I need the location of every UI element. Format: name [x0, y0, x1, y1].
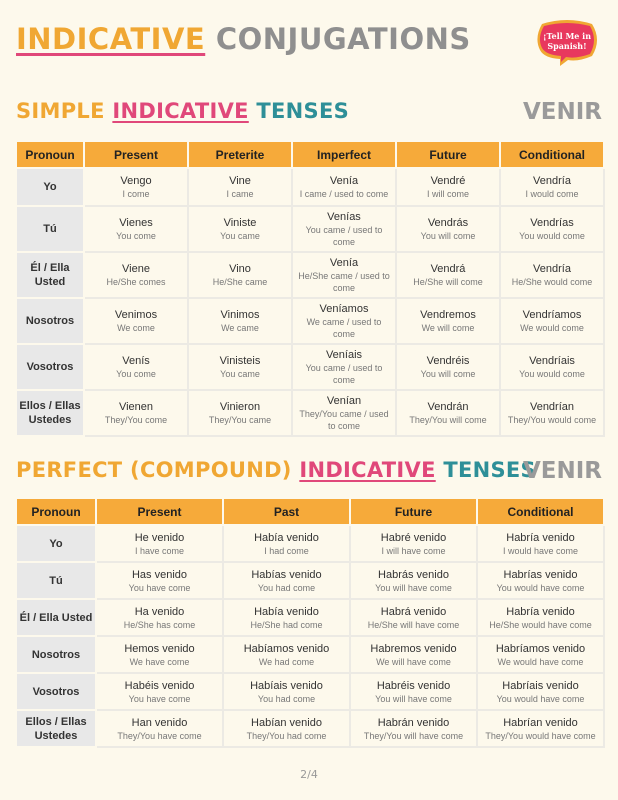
spanish-form: Habríais venido [502, 679, 579, 692]
english-translation: You came / used to come [305, 225, 383, 247]
conjugation-cell [500, 168, 604, 206]
spanish-form: Veníamos [319, 303, 369, 315]
conjugation-cell [96, 673, 223, 710]
table-row [16, 252, 604, 298]
spanish-form: Habría venido [506, 531, 575, 544]
english-translation: You would have come [496, 693, 585, 704]
pronoun-cell: Él / Ella Usted [16, 599, 96, 636]
english-translation: He/She would have come [489, 619, 592, 630]
spanish-form: Venía [329, 175, 359, 187]
conjugation-cell [292, 390, 396, 436]
conjugation-cell [477, 636, 604, 673]
perfect-heading-part2: INDICATIVE [299, 458, 436, 482]
english-translation: He/She will come [413, 277, 483, 287]
brand-logo [534, 20, 600, 66]
conjugation-cell [223, 636, 350, 673]
spanish-form: Habré venido [380, 531, 447, 544]
english-translation: They/You came / used to come [299, 409, 389, 431]
english-translation: You have come [128, 582, 191, 593]
english-translation: You will have come [375, 693, 452, 704]
english-translation: You had come [257, 582, 316, 593]
spanish-form: Habrían venido [503, 716, 578, 729]
spanish-form: Vendré [430, 175, 466, 187]
simple-verb-label: VENIR [522, 99, 602, 125]
english-translation: You would come [519, 231, 585, 241]
spanish-form: Habríamos venido [495, 642, 586, 655]
english-translation: You had come [257, 693, 316, 704]
english-translation: They/You come [104, 415, 168, 425]
conjugation-cell [84, 168, 188, 206]
conjugation-cell [477, 673, 604, 710]
simple-tenses-table [15, 140, 605, 437]
table-header-row [16, 141, 604, 168]
english-translation: I come [122, 189, 150, 199]
english-translation: We come [117, 323, 155, 333]
spanish-form: Habrá venido [380, 605, 447, 618]
spanish-form: Vendrías [530, 217, 574, 229]
spanish-form: Habíamos venido [243, 642, 330, 655]
simple-tenses-heading [16, 99, 349, 123]
pronoun-cell: Nosotros [16, 636, 96, 673]
conjugation-cell [396, 168, 500, 206]
column-header: Past [223, 498, 350, 525]
english-translation: I have come [134, 545, 185, 556]
english-translation: We will have come [376, 656, 451, 667]
table-header-row [16, 498, 604, 525]
conjugation-cell [396, 390, 500, 436]
perfect-heading-part1: PERFECT (COMPOUND) [16, 458, 300, 482]
english-translation: They/You would have come [485, 730, 596, 741]
simple-heading-part1: SIMPLE [16, 99, 113, 123]
pronoun-cell: Nosotros [16, 298, 84, 344]
english-translation: He/She would come [511, 277, 593, 287]
conjugation-cell [396, 206, 500, 252]
conjugation-cell [350, 636, 477, 673]
spanish-form: Habías venido [251, 568, 322, 581]
column-header: Conditional [477, 498, 604, 525]
english-translation: We have come [129, 656, 190, 667]
page-title-highlight: INDICATIVE [16, 22, 206, 56]
conjugation-cell [292, 168, 396, 206]
spanish-form: Venías [327, 211, 361, 223]
spanish-form: Habrás venido [378, 568, 449, 581]
conjugation-cell [84, 298, 188, 344]
english-translation: I will come [426, 189, 469, 199]
table-row [16, 206, 604, 252]
conjugation-cell [477, 710, 604, 747]
english-translation: He/She comes [106, 277, 166, 287]
conjugation-cell [396, 344, 500, 390]
conjugation-cell [500, 390, 604, 436]
spanish-form: Vendría [533, 175, 571, 187]
english-translation: He/She came / used to come [298, 271, 390, 293]
conjugation-cell [188, 168, 292, 206]
column-header: Pronoun [16, 498, 96, 525]
perfect-heading-part3: TENSES [435, 458, 536, 482]
table-row [16, 390, 604, 436]
conjugation-cell [223, 710, 350, 747]
pronoun-cell: Ellos / Ellas Ustedes [16, 390, 84, 436]
conjugation-cell [477, 562, 604, 599]
english-translation: We will come [421, 323, 475, 333]
english-translation: You came [220, 369, 260, 379]
table-row [16, 562, 604, 599]
column-header: Pronoun [16, 141, 84, 168]
logo-text: ¡Tell Me in Spanish! [542, 31, 592, 51]
spanish-form: Vendrán [427, 401, 469, 413]
conjugation-cell [188, 298, 292, 344]
spanish-form: Han venido [131, 716, 188, 729]
conjugation-cell [350, 710, 477, 747]
table-row [16, 599, 604, 636]
english-translation: We came / used to come [306, 317, 382, 339]
english-translation: I will have come [381, 545, 446, 556]
spanish-form: Ha venido [134, 605, 185, 618]
spanish-form: Habíais venido [250, 679, 323, 692]
spanish-form: Venía [329, 257, 359, 269]
conjugation-cell [292, 206, 396, 252]
simple-heading-part2: INDICATIVE [112, 99, 249, 123]
english-translation: They/You will have come [363, 730, 464, 741]
conjugation-cell [84, 206, 188, 252]
conjugation-cell [223, 525, 350, 562]
english-translation: We would come [520, 323, 584, 333]
english-translation: We would have come [497, 656, 584, 667]
spanish-form: Habían venido [251, 716, 322, 729]
page-number: 2/4 [300, 768, 318, 781]
pronoun-cell: Ellos / Ellas Ustedes [16, 710, 96, 747]
conjugation-cell [350, 599, 477, 636]
simple-heading-part3: TENSES [248, 99, 350, 123]
column-header: Imperfect [292, 141, 396, 168]
english-translation: We had come [258, 656, 315, 667]
conjugation-cell [292, 298, 396, 344]
spanish-form: Has venido [131, 568, 188, 581]
english-translation: You have come [128, 693, 191, 704]
pronoun-cell: Vosotros [16, 344, 84, 390]
conjugation-cell [500, 206, 604, 252]
spanish-form: Vinimos [220, 309, 260, 321]
english-translation: He/She will have come [367, 619, 460, 630]
spanish-form: Habrán venido [377, 716, 450, 729]
conjugation-cell [96, 525, 223, 562]
table-row [16, 344, 604, 390]
spanish-form: Viene [122, 263, 150, 275]
table-row [16, 298, 604, 344]
spanish-form: Había venido [254, 531, 319, 544]
pronoun-cell: Yo [16, 168, 84, 206]
spanish-form: Venimos [114, 309, 158, 321]
spanish-form: Veníais [325, 349, 363, 361]
conjugation-cell [223, 562, 350, 599]
english-translation: You come [116, 369, 156, 379]
spanish-form: Habréis venido [376, 679, 451, 692]
english-translation: We came [221, 323, 259, 333]
spanish-form: Vendremos [420, 309, 476, 321]
column-header: Preterite [188, 141, 292, 168]
conjugation-cell [500, 252, 604, 298]
spanish-form: Vienen [118, 401, 154, 413]
english-translation: I would come [525, 189, 579, 199]
table-row [16, 636, 604, 673]
conjugation-cell [223, 599, 350, 636]
english-translation: I would have come [502, 545, 579, 556]
conjugation-cell [188, 206, 292, 252]
spanish-form: Vendrían [529, 401, 575, 413]
spanish-form: Vendríais [529, 355, 575, 367]
spanish-form: Había venido [254, 605, 319, 618]
table-row [16, 525, 604, 562]
english-translation: They/You had come [246, 730, 327, 741]
english-translation: I had come [264, 545, 309, 556]
page-title [16, 22, 471, 56]
table-row [16, 168, 604, 206]
spanish-form: Vendrá [430, 263, 466, 275]
english-translation: They/You would come [507, 415, 597, 425]
conjugation-cell [477, 525, 604, 562]
conjugation-cell [396, 252, 500, 298]
spanish-form: Venís [122, 355, 150, 367]
conjugation-cell [96, 710, 223, 747]
english-translation: You came / used to come [305, 363, 383, 385]
conjugation-cell [84, 390, 188, 436]
spanish-form: Vinieron [219, 401, 261, 413]
english-translation: I came / used to come [299, 189, 389, 199]
english-translation: He/She came [212, 277, 268, 287]
spanish-form: Vengo [120, 175, 152, 187]
spanish-form: Vendréis [426, 355, 470, 367]
pronoun-cell: Él / Ella Usted [16, 252, 84, 298]
conjugation-cell [223, 673, 350, 710]
perfect-verb-label: VENIR [522, 458, 602, 484]
english-translation: I came [226, 189, 254, 199]
spanish-form: Habría venido [506, 605, 575, 618]
pronoun-cell: Yo [16, 525, 96, 562]
spanish-form: Vinisteis [219, 355, 261, 367]
conjugation-cell [477, 599, 604, 636]
page-title-rest: CONJUGATIONS [205, 22, 471, 56]
spanish-form: Hemos venido [124, 642, 195, 655]
english-translation: They/You have come [117, 730, 202, 741]
conjugation-cell [500, 344, 604, 390]
pronoun-cell: Tú [16, 206, 84, 252]
table-row [16, 710, 604, 747]
conjugation-cell [84, 252, 188, 298]
pronoun-cell: Vosotros [16, 673, 96, 710]
english-translation: You will have come [375, 582, 452, 593]
perfect-tenses-table [15, 497, 605, 748]
spanish-form: Viniste [223, 217, 257, 229]
conjugation-cell [350, 673, 477, 710]
spanish-form: Vendrás [427, 217, 469, 229]
conjugation-cell [350, 525, 477, 562]
english-translation: You would have come [496, 582, 585, 593]
perfect-tenses-heading [16, 458, 536, 482]
table-row [16, 673, 604, 710]
english-translation: You will come [420, 231, 476, 241]
english-translation: You come [116, 231, 156, 241]
conjugation-cell [188, 344, 292, 390]
spanish-form: He venido [134, 531, 185, 544]
spanish-form: Habrías venido [503, 568, 578, 581]
conjugation-cell [292, 252, 396, 298]
conjugation-cell [84, 344, 188, 390]
conjugation-cell [396, 298, 500, 344]
conjugation-cell [350, 562, 477, 599]
conjugation-cell [96, 599, 223, 636]
english-translation: He/She has come [123, 619, 196, 630]
english-translation: They/You will come [409, 415, 487, 425]
spanish-form: Vendríamos [522, 309, 582, 321]
column-header: Future [350, 498, 477, 525]
conjugation-cell [96, 562, 223, 599]
column-header: Present [96, 498, 223, 525]
conjugation-cell [188, 390, 292, 436]
conjugation-cell [292, 344, 396, 390]
spanish-form: Habremos venido [370, 642, 457, 655]
conjugation-cell [96, 636, 223, 673]
spanish-form: Venían [326, 395, 362, 407]
english-translation: You came [220, 231, 260, 241]
english-translation: He/She had come [250, 619, 323, 630]
english-translation: You will come [420, 369, 476, 379]
spanish-form: Vino [229, 263, 251, 275]
column-header: Conditional [500, 141, 604, 168]
spanish-form: Habéis venido [124, 679, 195, 692]
spanish-form: Vienes [119, 217, 153, 229]
spanish-form: Vendría [533, 263, 571, 275]
english-translation: You would come [519, 369, 585, 379]
spanish-form: Vine [229, 175, 251, 187]
pronoun-cell: Tú [16, 562, 96, 599]
conjugation-cell [188, 252, 292, 298]
english-translation: They/You came [208, 415, 272, 425]
conjugation-cell [500, 298, 604, 344]
column-header: Future [396, 141, 500, 168]
column-header: Present [84, 141, 188, 168]
